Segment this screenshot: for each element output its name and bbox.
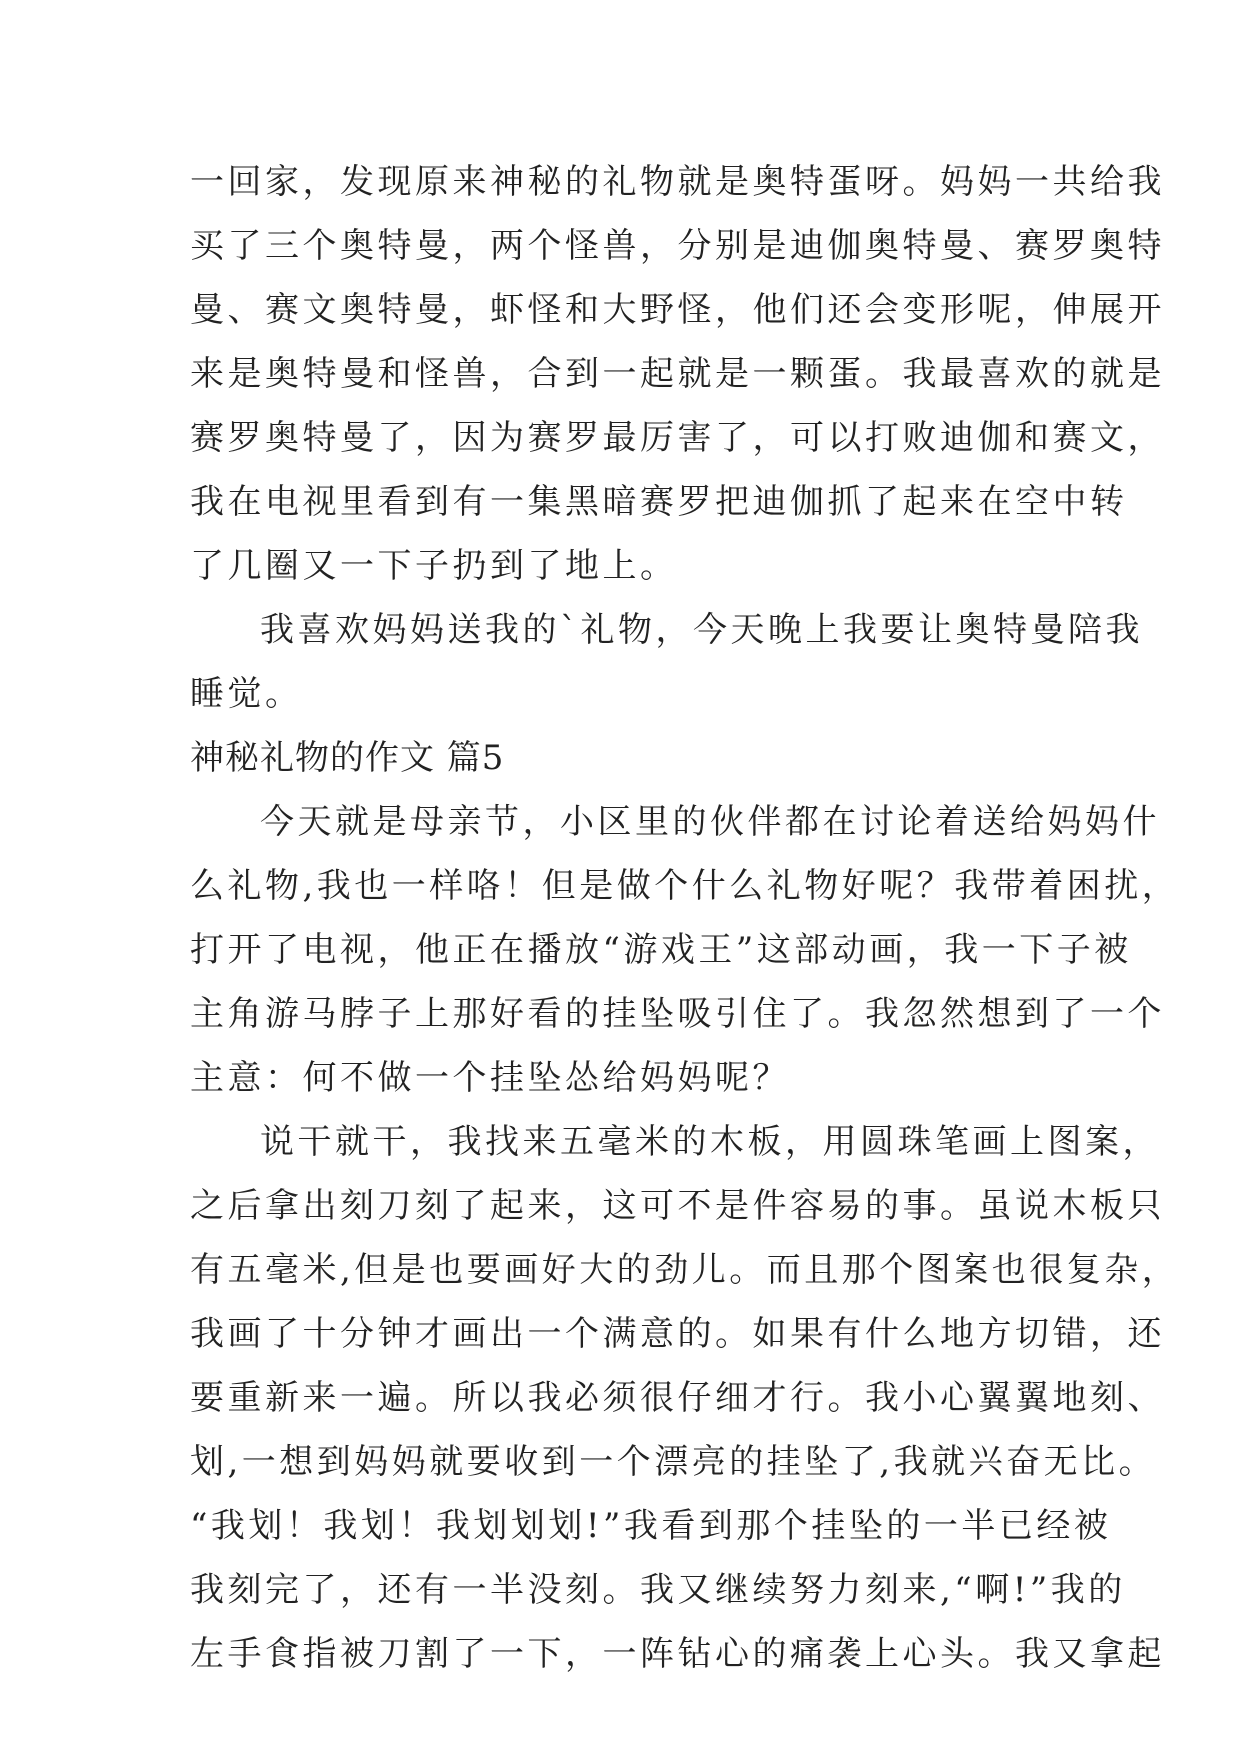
- text-line: 主意：何不做一个挂坠怂给妈妈呢？: [190, 1058, 790, 1098]
- text-line: “我划！我划！我划划划!”我看到那个挂坠的一半已经被: [190, 1506, 1112, 1546]
- text-line: 划,一想到妈妈就要收到一个漂亮的挂坠了,我就兴奋无比。: [190, 1442, 1157, 1482]
- text-line: 今天就是母亲节，小区里的伙伴都在讨论着送给妈妈什: [260, 802, 1160, 842]
- text-line: 么礼物,我也一样咯！但是做个什么礼物好呢？我带着困扰，: [190, 866, 1180, 906]
- text-line: 之后拿出刻刀刻了起来，这可不是件容易的事。虽说木板只: [190, 1186, 1165, 1226]
- text-line: 来是奥特曼和怪兽，合到一起就是一颗蛋。我最喜欢的就是: [190, 354, 1165, 394]
- text-line: 睡觉。: [190, 674, 303, 714]
- text-line: 我在电视里看到有一集黑暗赛罗把迪伽抓了起来在空中转: [190, 482, 1128, 522]
- text-line: 我画了十分钟才画出一个满意的。如果有什么地方切错，还: [190, 1314, 1165, 1354]
- text-line: 要重新来一遍。所以我必须很仔细才行。我小心翼翼地刻、: [190, 1378, 1165, 1418]
- text-line: 主角游马脖子上那好看的挂坠吸引住了。我忽然想到了一个: [190, 994, 1165, 1034]
- text-line: 一回家，发现原来神秘的礼物就是奥特蛋呀。妈妈一共给我: [190, 162, 1165, 202]
- text-line: 有五毫米,但是也要画好大的劲儿。而且那个图案也很复杂，: [190, 1250, 1180, 1290]
- document-body: [190, 150, 1180, 1686]
- text-line: 我喜欢妈妈送我的`礼物，今天晚上我要让奥特曼陪我: [260, 610, 1143, 650]
- text-line: 曼、赛文奥特曼，虾怪和大野怪，他们还会变形呢，伸展开: [190, 290, 1165, 330]
- text-line: 了几圈又一下子扔到了地上。: [190, 546, 678, 586]
- text-line: 赛罗奥特曼了，因为赛罗最厉害了，可以打败迪伽和赛文，: [190, 418, 1165, 458]
- text-line: 说干就干，我找来五毫米的木板，用圆珠笔画上图案，: [260, 1122, 1160, 1162]
- text-line: 打开了电视，他正在播放“游戏王”这部动画，我一下子被: [190, 930, 1132, 970]
- text-line: 我刻完了，还有一半没刻。我又继续努力刻来,“啊!”我的: [190, 1570, 1126, 1610]
- section-heading: 神秘礼物的作文 篇5: [190, 738, 505, 778]
- text-line: 买了三个奥特曼，两个怪兽，分别是迪伽奥特曼、赛罗奥特: [190, 226, 1165, 266]
- text-line: 左手食指被刀割了一下，一阵钻心的痛袭上心头。我又拿起: [190, 1634, 1165, 1674]
